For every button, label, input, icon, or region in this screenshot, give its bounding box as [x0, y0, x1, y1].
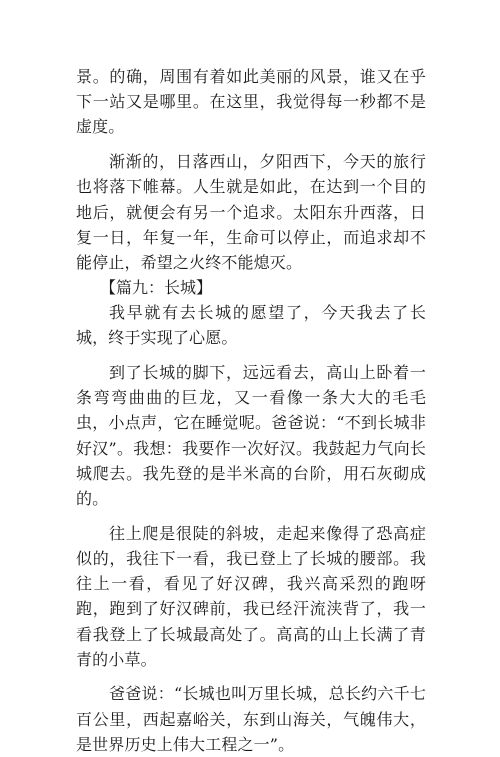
paragraph-arrival: 到了长城的脚下，远远看去，高山上卧着一条弯弯曲曲的巨龙，又一看像一条大大的毛毛虫，小点声，它在睡觉呢。爸爸说：“不到长城非好汉”。我想：我要作一次好汉。我鼓起力气向长城爬去。我先登的是半米高的台阶，用石灰砌成的。	[76, 363, 426, 509]
paragraph-wish: 我早就有去长城的愿望了，今天我去了长城，终于实现了心愿。	[76, 303, 426, 348]
document-body	[76, 64, 426, 757]
paragraph-climb: 往上爬是很陡的斜坡，走起来像得了恐高症似的，我往下一看，我已登上了长城的腰部。我往上一看，看见了好汉碑，我兴高采烈的跑呀跑，跑到了好汉碑前，我已经汗流浃背了，我一看我登上了长城最高处了。高高的山上长满了青青的小草。	[76, 523, 426, 669]
paragraph-sunset: 渐渐的，日落西山，夕阳西下，今天的旅行也将落下帷幕。人生就是如此，在达到一个目的地后，就便会有另一个追求。太阳东升西落，日复一日，年复一年，生命可以停止，而追求却不能停止，希望之火终不能熄灭。	[76, 152, 426, 272]
paragraph-father-quote: 爸爸说：“长城也叫万里长城，总长约六千七百公里，西起嘉峪关，东到山海关，气魄伟大，是世界历史上伟大工程之一”。	[76, 684, 426, 754]
paragraph-continuation: 景。的确，周围有着如此美丽的风景，谁又在乎下一站又是哪里。在这里，我觉得每一秒都不是虚度。	[76, 67, 426, 137]
section-heading: 【篇九：长城】	[100, 278, 213, 298]
